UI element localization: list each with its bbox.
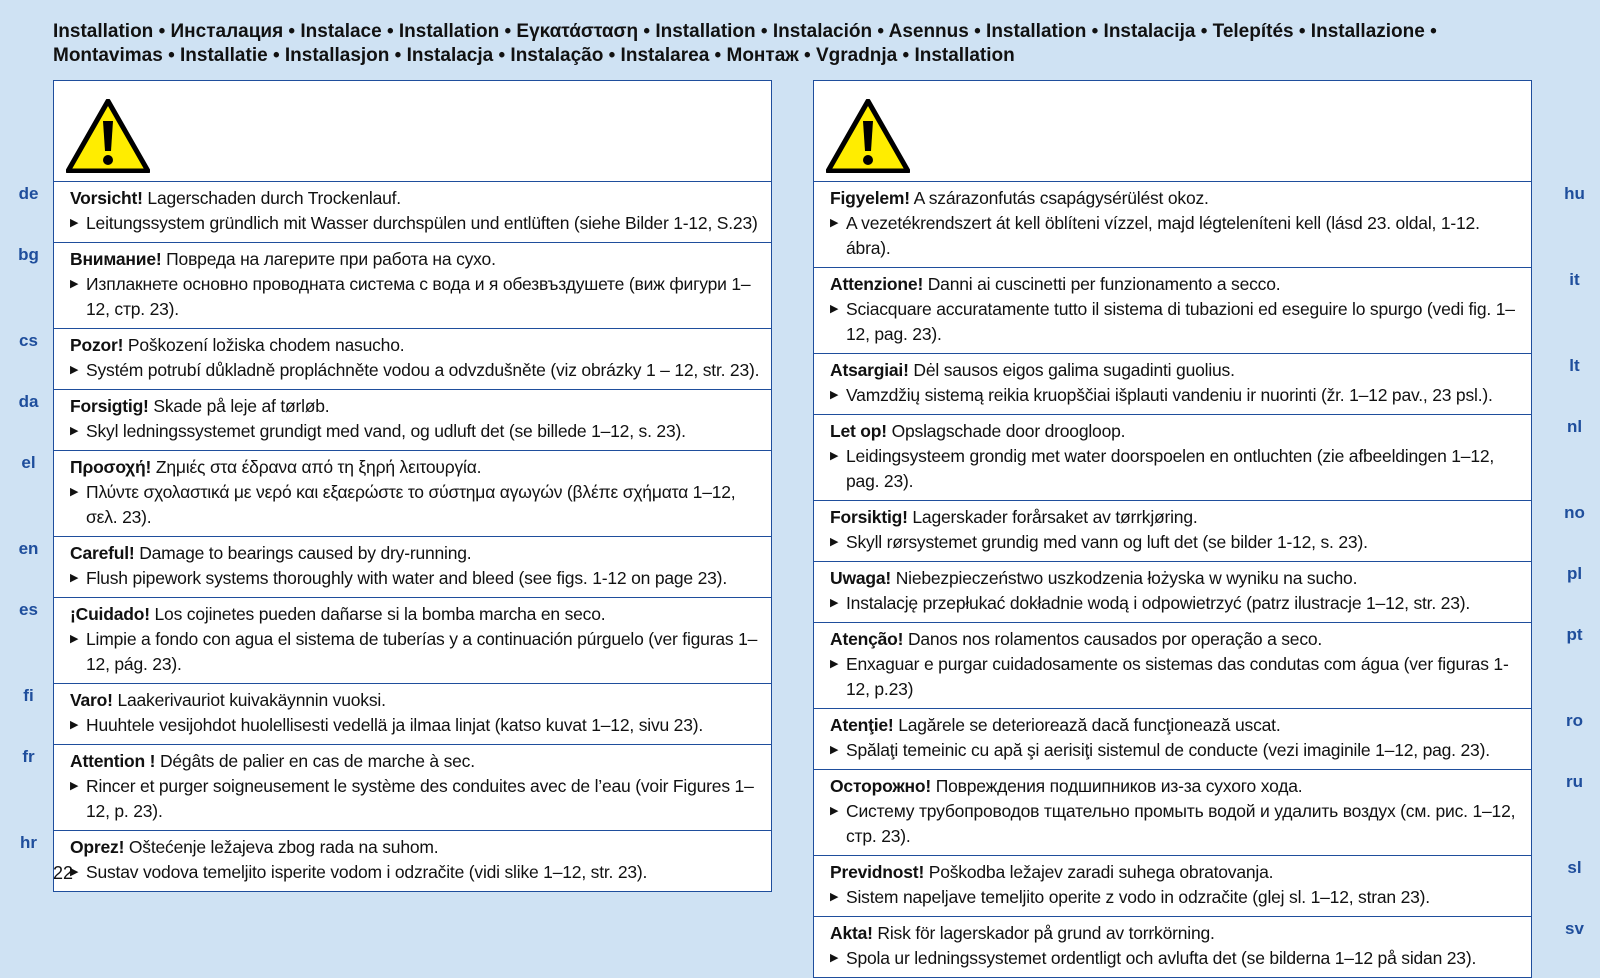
entry-heading — [830, 186, 1523, 211]
action-instruction: ▶ Huuhtele vesijohdot huolellisesti vedellä ja ilmaa linjat (katso kuvat 1–12, sivu 23). — [70, 713, 763, 738]
warning-word: Forsigtig! — [70, 396, 149, 416]
language-code-fi: fi — [23, 686, 34, 705]
warning-entry-hu — [814, 182, 1531, 268]
language-code-bg: bg — [18, 245, 39, 264]
warning-entry-sl — [814, 856, 1531, 917]
warning-text: Danos nos rolamentos causados por operação a seco. — [903, 629, 1323, 649]
language-code-no: no — [1564, 503, 1585, 522]
warning-entry-da — [54, 390, 771, 451]
warning-triangle-icon — [826, 99, 910, 173]
entry-heading — [70, 835, 763, 860]
warning-word: ¡Cuidado! — [70, 604, 150, 624]
warning-text: Повреждения подшипников из-за сухого хода. — [931, 776, 1303, 796]
action-instruction: ▶ Enxaguar e purgar cuidadosamente os sistemas das condutas com água (ver figuras 1-12, p.23) — [830, 652, 1523, 702]
warning-word: Careful! — [70, 543, 135, 563]
language-code-es: es — [19, 600, 38, 619]
warning-word: Attention ! — [70, 751, 156, 771]
warning-word: Forsiktig! — [830, 507, 908, 527]
warning-text: Lagerschaden durch Trockenlauf. — [142, 188, 401, 208]
warning-text: Poškodba ležajev zaradi suhega obratovanja. — [924, 862, 1274, 882]
entry-heading — [70, 247, 763, 272]
action-instruction: ▶ Систему трубопроводов тщательно промыть водой и удалить воздух (см. рис. 1–12, стр. 23). — [830, 799, 1523, 849]
action-instruction: ▶ Πλύντε σχολαστικά με νερό και εξαερώστε το σύστημα αγωγών (βλέπε σχήματα 1–12, σελ. 23). — [70, 480, 763, 530]
warning-text: Lagerskader forårsaket av tørrkjøring. — [907, 507, 1198, 527]
warning-entry-no — [814, 501, 1531, 562]
language-code-de: de — [18, 184, 39, 203]
entry-heading — [830, 860, 1523, 885]
entry-heading — [830, 358, 1523, 383]
warning-text: Laakerivauriot kuivakäynnin vuoksi. — [112, 690, 386, 710]
warning-box — [54, 81, 771, 182]
action-instruction: ▶ Systém potrubí důkladně propláchněte vodou a odvzdušněte (viz obrázky 1 – 12, str. 23). — [70, 358, 763, 383]
language-code-lt: lt — [1569, 356, 1580, 375]
warning-text: Dégâts de palier en cas de marche à sec. — [155, 751, 475, 771]
page-header — [53, 20, 1553, 68]
warning-entry-pl — [814, 562, 1531, 623]
warning-text: Повреда на лагерите при работа на сухо. — [161, 249, 496, 269]
warning-entry-sv — [814, 917, 1531, 977]
entry-heading — [70, 541, 763, 566]
language-code-hr: hr — [20, 833, 37, 852]
warning-word: Atenção! — [830, 629, 904, 649]
warning-entry-fi — [54, 684, 771, 745]
action-instruction: ▶ Skyl ledningssystemet grundigt med vand, og udluft det (se billede 1–12, s. 23). — [70, 419, 763, 444]
entry-heading — [830, 627, 1523, 652]
warning-word: Atsargiai! — [830, 360, 909, 380]
warning-entry-nl — [814, 415, 1531, 501]
entry-heading — [830, 921, 1523, 946]
language-code-pt: pt — [1566, 625, 1583, 644]
language-code-en: en — [18, 539, 39, 558]
warning-word: Varo! — [70, 690, 113, 710]
warning-entry-lt — [814, 354, 1531, 415]
language-code-hu: hu — [1564, 184, 1585, 203]
warning-word: Pozor! — [70, 335, 124, 355]
action-instruction: ▶ Spălaţi temeinic cu apă şi aerisiţi sistemul de conducte (vezi imaginile 1–12, pag. 23). — [830, 738, 1523, 763]
entry-heading — [830, 774, 1523, 799]
action-instruction: ▶ Skyll rørsystemet grundig med vann og luft det (se bilder 1-12, s. 23). — [830, 530, 1523, 555]
entry-heading — [830, 272, 1523, 297]
warning-entry-bg — [54, 243, 771, 329]
warning-text: Opslagschade door droogloop. — [886, 421, 1126, 441]
action-instruction: ▶ Rincer et purger soigneusement le système des conduites avec de l’eau (voir Figures 1–12, p. 23). — [70, 774, 763, 824]
language-code-sv: sv — [1565, 919, 1584, 938]
entry-heading — [830, 505, 1523, 530]
action-instruction: ▶ A vezetékrendszert át kell öblíteni vízzel, majd légteleníteni kell (lásd 23. oldal, 1-12. ábra). — [830, 211, 1523, 261]
language-code-el: el — [21, 453, 36, 472]
language-code-pl: pl — [1566, 564, 1583, 583]
warning-entry-ru — [814, 770, 1531, 856]
warning-entry-hr — [54, 831, 771, 891]
warning-entry-en — [54, 537, 771, 598]
entry-heading — [830, 566, 1523, 591]
language-code-ro: ro — [1566, 711, 1583, 730]
warning-text: Niebezpieczeństwo uszkodzenia łożyska w wyniku na sucho. — [891, 568, 1358, 588]
language-code-fr: fr — [22, 747, 35, 766]
warning-word: Осторожно! — [830, 776, 932, 796]
entry-heading — [70, 186, 763, 211]
action-instruction: ▶ Sistem napeljave temeljito operite z vodo in odzračite (glej sl. 1–12, stran 23). — [830, 885, 1523, 910]
entry-heading — [70, 602, 763, 627]
entry-heading — [70, 688, 763, 713]
action-instruction: ▶ Flush pipework systems thoroughly with water and bleed (see figs. 1-12 on page 23). — [70, 566, 763, 591]
entry-heading — [70, 455, 763, 480]
action-instruction: ▶ Sciacquare accuratamente tutto il sistema di tubazioni ed eseguire lo spurgo (vedi fig. 1–12, pag. 23). — [830, 297, 1523, 347]
warning-entry-es — [54, 598, 771, 684]
entry-heading — [70, 749, 763, 774]
warning-word: Let op! — [830, 421, 887, 441]
warning-text: Risk för lagerskador på grund av torrkörning. — [872, 923, 1215, 943]
warning-entry-ro — [814, 709, 1531, 770]
warning-word: Previdnost! — [830, 862, 925, 882]
warning-entry-cs — [54, 329, 771, 390]
language-code-cs: cs — [19, 331, 38, 350]
action-instruction: ▶ Leidingsysteem grondig met water doorspoelen en ontluchten (zie afbeeldingen 1–12, pag. 23). — [830, 444, 1523, 494]
warning-entry-de — [54, 182, 771, 243]
warning-word: Figyelem! — [830, 188, 910, 208]
page-number: 22 — [53, 863, 74, 883]
warning-word: Vorsicht! — [70, 188, 143, 208]
language-code-ru: ru — [1566, 772, 1583, 791]
warning-text: Poškození ložiska chodem nasucho. — [123, 335, 405, 355]
warning-box — [814, 81, 1531, 182]
warning-word: Uwaga! — [830, 568, 892, 588]
warning-text: A szárazonfutás csapágysérülést okoz. — [909, 188, 1209, 208]
warning-text: Danni ai cuscinetti per funzionamento a secco. — [923, 274, 1281, 294]
header-line-1: Installation • Инсталация • Instalace • Installation • Εγκατάσταση • Installation • Instalación • Asennus • Installation • Instalacija • Telepítés • Installazione • — [53, 21, 1437, 42]
warning-entry-fr — [54, 745, 771, 831]
action-instruction: ▶ Leitungssystem gründlich mit Wasser durchspülen und entlüften (siehe Bilder 1-12, S.23) — [70, 211, 763, 236]
warning-word: Akta! — [830, 923, 873, 943]
warning-entry-el — [54, 451, 771, 537]
language-code-sl: sl — [1567, 858, 1582, 877]
warning-word: Atenţie! — [830, 715, 894, 735]
warning-word: Внимание! — [70, 249, 162, 269]
warning-text: Lagărele se deteriorează dacă funcţionează uscat. — [893, 715, 1281, 735]
language-code-da: da — [18, 392, 39, 411]
entry-heading — [830, 419, 1523, 444]
warning-text: Dėl sausos eigos galima sugadinti guolius. — [908, 360, 1235, 380]
warning-text: Oštećenje ležajeva zbog rada na suhom. — [124, 837, 439, 857]
warning-text: Ζημιές στα έδρανα από τη ξηρή λειτουργία. — [151, 457, 482, 477]
action-instruction: ▶ Sustav vodova temeljito isperite vodom i odzračite (vidi slike 1–12, str. 23). — [70, 860, 763, 885]
entry-heading — [70, 394, 763, 419]
language-code-it: it — [1569, 270, 1580, 289]
warning-text: Damage to bearings caused by dry-running. — [134, 543, 472, 563]
warning-word: Προσοχή! — [70, 457, 152, 477]
left-column — [53, 80, 772, 892]
warning-word: Attenzione! — [830, 274, 924, 294]
warning-word: Oprez! — [70, 837, 125, 857]
warning-text: Skade på leje af tørløb. — [148, 396, 330, 416]
entry-heading — [70, 333, 763, 358]
action-instruction: ▶ Instalację przepłukać dokładnie wodą i odpowietrzyć (patrz ilustracje 1–12, str. 23). — [830, 591, 1523, 616]
entry-heading — [830, 713, 1523, 738]
warning-entry-pt — [814, 623, 1531, 709]
warning-entry-it — [814, 268, 1531, 354]
warning-triangle-icon — [66, 99, 150, 173]
action-instruction: ▶ Vamzdžių sistemą reikia kruopščiai išplauti vandeniu ir nuorinti (žr. 1–12 pav., 23 psl.). — [830, 383, 1523, 408]
action-instruction: ▶ Limpie a fondo con agua el sistema de tuberías y a continuación púrguelo (ver figuras 1–12, pág. 23). — [70, 627, 763, 677]
right-column — [813, 80, 1532, 978]
action-instruction: ▶ Изплакнете основно проводната система с вода и я обезвъздушете (виж фигури 1–12, стр. 23). — [70, 272, 763, 322]
warning-text: Los cojinetes pueden dañarse si la bomba marcha en seco. — [149, 604, 606, 624]
action-instruction: ▶ Spola ur ledningssystemet ordentligt och avlufta det (se bilderna 1–12 på sidan 23). — [830, 946, 1523, 971]
header-line-2: Montavimas • Installatie • Installasjon • Instalacja • Instalação • Instalarea • Монтаж • Vgradnja • Installation — [53, 45, 1015, 66]
language-code-nl: nl — [1566, 417, 1583, 436]
